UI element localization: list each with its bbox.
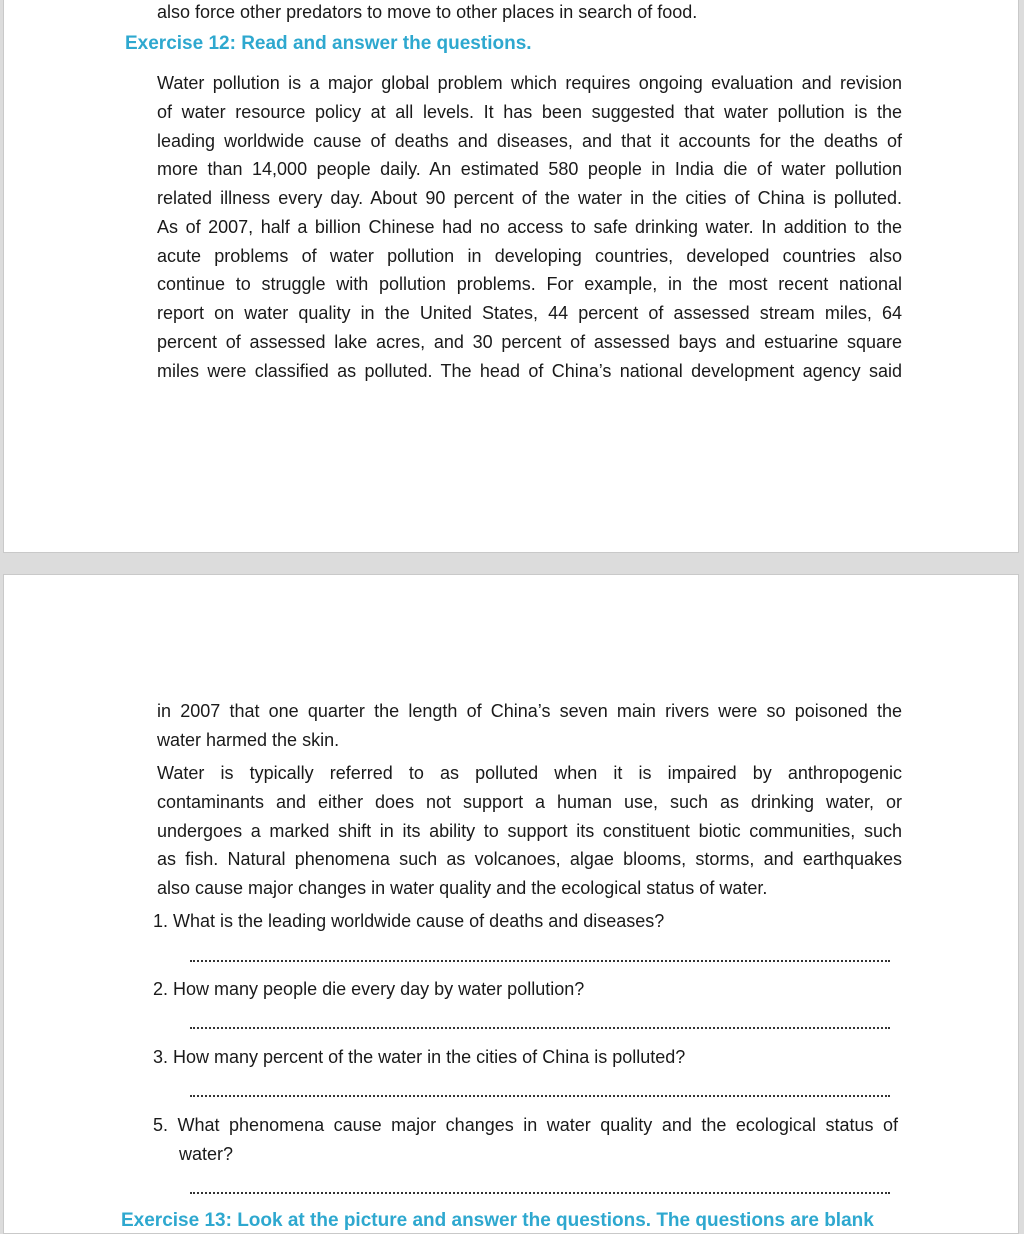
paragraph-line: undergoes a marked shift in its ability to support its constituent biotic communities, such	[157, 820, 902, 841]
answer-line-2[interactable]	[190, 1027, 890, 1029]
reading-paragraph-1	[157, 69, 902, 385]
paragraph-line: continue to struggle with pollution problems. For example, in the most recent national	[157, 274, 902, 295]
paragraph-line: As of 2007, half a billion Chinese had no access to safe drinking water. In addition to the	[157, 216, 902, 237]
question-2	[153, 975, 898, 1004]
reading-paragraph-continuation	[157, 697, 902, 755]
paragraph-line: more than 14,000 people daily. An estimated 580 people in India die of water pollution	[157, 159, 902, 180]
paragraph-line: report on water quality in the United States, 44 percent of assessed stream miles, 64	[157, 303, 902, 323]
answer-line-3[interactable]	[190, 1095, 890, 1097]
paragraph-line: leading worldwide cause of deaths and diseases, and that it accounts for the deaths of	[157, 130, 902, 151]
answer-line-1[interactable]	[190, 960, 890, 962]
paragraph-line: of water resource policy at all levels. It has been suggested that water pollution is the	[157, 101, 902, 122]
paragraph-line: water harmed the skin.	[157, 729, 340, 750]
paragraph-line: related illness every day. About 90 percent of the water in the cities of China is polluted.	[157, 188, 902, 208]
paragraph-line: Water is typically referred to as polluted when it is impaired by anthropogenic	[157, 763, 902, 783]
question-1-text: 1. What is the leading worldwide cause of deaths and diseases?	[153, 911, 665, 931]
paragraph-line: percent of assessed lake acres, and 30 percent of assessed bays and estuarine square	[157, 331, 902, 352]
carry-over-line: also force other predators to move to other places in search of food.	[157, 2, 698, 22]
exercise-12-title: Exercise 12: Read and answer the questions.	[125, 33, 532, 54]
paragraph-line: acute problems of water pollution in developing countries, developed countries also	[157, 245, 902, 266]
question-3	[153, 1043, 898, 1072]
paragraph-line: also cause major changes in water quality and the ecological status of water.	[157, 878, 768, 898]
paragraph-line: Water pollution is a major global problem which requires ongoing evaluation and revision	[157, 73, 902, 93]
question-5-text-line-1: 5. What phenomena cause major changes in water quality and the ecological status of	[153, 1115, 898, 1135]
document-page-1	[3, 0, 1019, 553]
answer-line-5[interactable]	[190, 1192, 890, 1194]
question-1	[153, 907, 898, 936]
paragraph-line: in 2007 that one quarter the length of China’s seven main rivers were so poisoned the	[157, 701, 902, 721]
next-exercise-title-partial	[121, 1210, 891, 1231]
question-3-text: 3. How many percent of the water in the cities of China is polluted?	[153, 1047, 686, 1067]
question-5-text-line-2: water?	[179, 1143, 234, 1164]
paragraph-line: as fish. Natural phenomena such as volcanoes, algae blooms, storms, and earthquakes	[157, 849, 902, 870]
paragraph-line: miles were classified as polluted. The head of China’s national development agency said	[157, 360, 902, 381]
reading-paragraph-2	[157, 759, 902, 903]
question-2-text: 2. How many people die every day by water pollution?	[153, 979, 585, 999]
question-5	[153, 1111, 898, 1169]
paragraph-line: contaminants and either does not support a human use, such as drinking water, or	[157, 791, 902, 812]
carry-over-text	[157, 0, 902, 26]
next-exercise-title-text: Exercise 13: Look at the picture and answer the questions. The questions are blank	[121, 1210, 874, 1231]
